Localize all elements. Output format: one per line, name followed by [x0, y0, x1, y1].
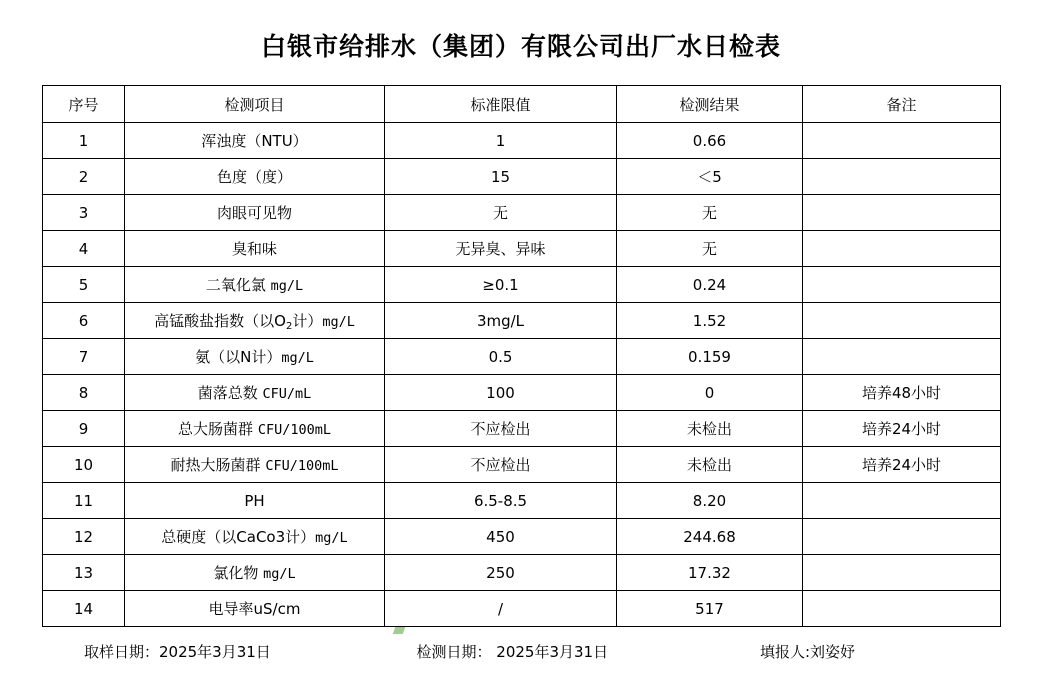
- column-header-result: 检测结果: [617, 86, 803, 123]
- report-table-container: [42, 85, 1000, 627]
- cell-item: 二氧化氯 mg/L: [125, 267, 385, 303]
- green-highlight-mark: [393, 627, 406, 634]
- cell-item: 氯化物 mg/L: [125, 555, 385, 591]
- cell-limit: 450: [385, 519, 617, 555]
- cell-no: 9: [43, 411, 125, 447]
- cell-no: 1: [43, 123, 125, 159]
- table-row: [43, 483, 1001, 519]
- cell-remark: [803, 267, 1001, 303]
- table-row: [43, 123, 1001, 159]
- column-header-no: 序号: [43, 86, 125, 123]
- table-row: [43, 447, 1001, 483]
- cell-item: 高锰酸盐指数（以$O_2$计）mg/L: [125, 303, 385, 339]
- cell-item: 耐热大肠菌群 CFU/100mL: [125, 447, 385, 483]
- cell-limit: 1: [385, 123, 617, 159]
- cell-remark: 培养24小时: [803, 411, 1001, 447]
- cell-remark: 培养24小时: [803, 447, 1001, 483]
- cell-limit: /: [385, 591, 617, 627]
- cell-remark: [803, 123, 1001, 159]
- table-row: [43, 519, 1001, 555]
- cell-result: 517: [617, 591, 803, 627]
- water-quality-table: [42, 85, 1001, 627]
- cell-no: 4: [43, 231, 125, 267]
- cell-result: 无: [617, 231, 803, 267]
- cell-remark: [803, 303, 1001, 339]
- cell-item: 浑浊度（NTU）: [125, 123, 385, 159]
- cell-item: PH: [125, 483, 385, 519]
- table-row: [43, 591, 1001, 627]
- table-row: [43, 555, 1001, 591]
- cell-remark: [803, 555, 1001, 591]
- page-title: 白银市给排水（集团）有限公司出厂水日检表: [260, 32, 781, 61]
- cell-no: 5: [43, 267, 125, 303]
- cell-limit: 无异臭、异味: [385, 231, 617, 267]
- cell-remark: [803, 231, 1001, 267]
- cell-remark: [803, 195, 1001, 231]
- table-row: [43, 159, 1001, 195]
- cell-remark: [803, 483, 1001, 519]
- cell-no: 7: [43, 339, 125, 375]
- table-row: [43, 195, 1001, 231]
- cell-no: 10: [43, 447, 125, 483]
- footer-row: [42, 641, 1000, 662]
- cell-result: 未检出: [617, 447, 803, 483]
- table-row: [43, 411, 1001, 447]
- cell-item: 电导率uS/cm: [125, 591, 385, 627]
- cell-no: 2: [43, 159, 125, 195]
- cell-no: 6: [43, 303, 125, 339]
- cell-limit: 3mg/L: [385, 303, 617, 339]
- document-page: [0, 27, 1042, 691]
- cell-limit: ≥0.1: [385, 267, 617, 303]
- table-header: [43, 86, 1001, 123]
- table-row: [43, 375, 1001, 411]
- table-row: [43, 339, 1001, 375]
- cell-item: 总硬度（以CaCo3计）mg/L: [125, 519, 385, 555]
- cell-item: 臭和味: [125, 231, 385, 267]
- cell-no: 13: [43, 555, 125, 591]
- table-body: [43, 123, 1001, 627]
- cell-result: 0: [617, 375, 803, 411]
- table-row: [43, 267, 1001, 303]
- cell-item: 总大肠菌群 CFU/100mL: [125, 411, 385, 447]
- cell-no: 12: [43, 519, 125, 555]
- cell-limit: 250: [385, 555, 617, 591]
- cell-result: 244.68: [617, 519, 803, 555]
- cell-item: 菌落总数 CFU/mL: [125, 375, 385, 411]
- cell-item: 色度（度）: [125, 159, 385, 195]
- cell-limit: 不应检出: [385, 411, 617, 447]
- column-header-item: 检测项目: [125, 86, 385, 123]
- column-header-limit: 标准限值: [385, 86, 617, 123]
- cell-result: 8.20: [617, 483, 803, 519]
- cell-result: 未检出: [617, 411, 803, 447]
- table-row: [43, 303, 1001, 339]
- cell-remark: [803, 339, 1001, 375]
- cell-remark: [803, 519, 1001, 555]
- cell-result: 无: [617, 195, 803, 231]
- table-row: [43, 231, 1001, 267]
- cell-result: 0.24: [617, 267, 803, 303]
- cell-item: 氨（以N计）mg/L: [125, 339, 385, 375]
- cell-limit: 0.5: [385, 339, 617, 375]
- cell-limit: 15: [385, 159, 617, 195]
- cell-result: 17.32: [617, 555, 803, 591]
- cell-limit: 无: [385, 195, 617, 231]
- cell-result: ＜5: [617, 159, 803, 195]
- cell-no: 11: [43, 483, 125, 519]
- cell-result: 1.52: [617, 303, 803, 339]
- cell-remark: [803, 159, 1001, 195]
- column-header-remark: 备注: [803, 86, 1001, 123]
- cell-no: 8: [43, 375, 125, 411]
- cell-remark: [803, 591, 1001, 627]
- testing-date: 检测日期： 2025年3月31日: [416, 643, 609, 661]
- cell-no: 14: [43, 591, 125, 627]
- cell-result: 0.66: [617, 123, 803, 159]
- table-header-row: [43, 86, 1001, 123]
- cell-remark: 培养48小时: [803, 375, 1001, 411]
- cell-limit: 6.5-8.5: [385, 483, 617, 519]
- sampling-date: 取样日期：2025年3月31日: [84, 643, 271, 661]
- cell-limit: 不应检出: [385, 447, 617, 483]
- reporter-name: 填报人:刘姿妤: [759, 643, 856, 661]
- cell-result: 0.159: [617, 339, 803, 375]
- cell-item: 肉眼可见物: [125, 195, 385, 231]
- cell-no: 3: [43, 195, 125, 231]
- cell-limit: 100: [385, 375, 617, 411]
